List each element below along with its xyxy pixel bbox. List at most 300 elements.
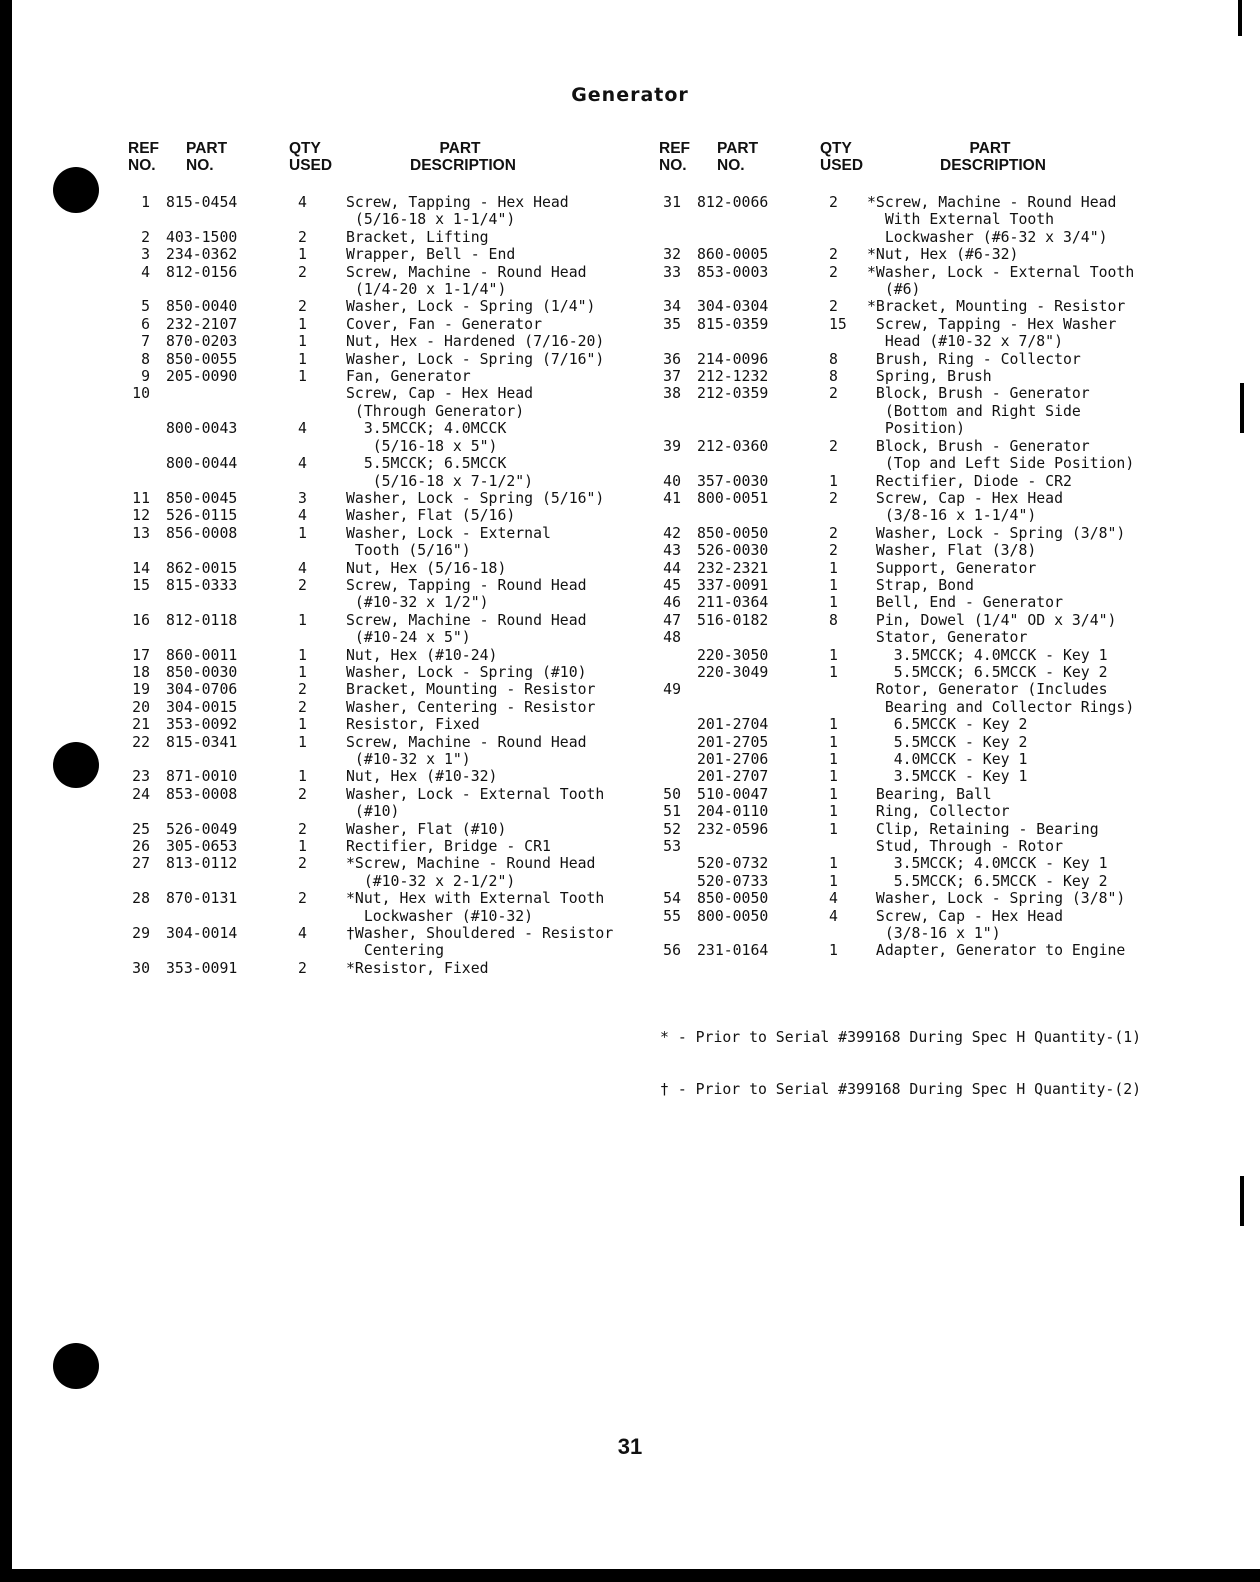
- ref-number: 55: [663, 907, 681, 925]
- binder-hole-bottom: [53, 1343, 99, 1389]
- table-row: [657, 838, 1134, 855]
- part-description: 5.5MCCK; 6.5MCCK - Key 2: [867, 872, 1108, 890]
- ref-number: 37: [663, 368, 681, 386]
- part-description: 5.5MCCK - Key 2: [867, 733, 1028, 751]
- part-number: 860-0005: [697, 246, 769, 264]
- part-number: 800-0044: [166, 455, 238, 473]
- table-row: [126, 681, 613, 698]
- ref-number: 52: [663, 820, 681, 838]
- part-description: Washer, Centering - Resistor: [346, 698, 596, 716]
- quantity-used: 1: [298, 716, 307, 734]
- part-number: 870-0203: [166, 333, 238, 351]
- quantity-used: 1: [298, 646, 307, 664]
- ref-number: 32: [663, 246, 681, 264]
- part-number: 800-0050: [697, 907, 769, 925]
- part-number: 520-0733: [697, 872, 769, 890]
- part-number: 212-1232: [697, 368, 769, 386]
- part-number: 232-2107: [166, 315, 238, 333]
- page-left-border: [0, 0, 12, 1582]
- part-description: *Nut, Hex (#6-32): [867, 246, 1019, 264]
- ref-number: 20: [132, 698, 150, 716]
- part-number: 853-0003: [697, 263, 769, 281]
- ref-number: 3: [141, 246, 150, 264]
- ref-number: 21: [132, 716, 150, 734]
- table-row: [126, 734, 613, 769]
- part-description: Washer, Lock - Spring (3/8"): [867, 890, 1126, 908]
- part-description: Bracket, Lifting: [346, 228, 489, 246]
- table-row: [657, 594, 1134, 611]
- ref-number: 46: [663, 594, 681, 612]
- part-number: 510-0047: [697, 785, 769, 803]
- ref-number: 47: [663, 611, 681, 629]
- quantity-used: 4: [298, 194, 307, 211]
- part-description: Nut, Hex (#10-32): [346, 768, 498, 786]
- ref-number: 38: [663, 385, 681, 403]
- part-number: 860-0011: [166, 646, 238, 664]
- part-description: Block, Brush - Generator (Top and Left Side Position): [875, 437, 1135, 473]
- quantity-used: 1: [829, 733, 838, 751]
- part-description: Support, Generator: [867, 559, 1037, 577]
- part-number: 815-0359: [697, 315, 769, 333]
- part-description: *Washer, Lock - External Tooth (#6): [867, 263, 1135, 299]
- ref-number: 39: [663, 437, 681, 455]
- quantity-used: 1: [298, 611, 307, 629]
- table-row: [126, 490, 613, 507]
- ref-number: 49: [663, 681, 681, 699]
- part-description: Cover, Fan - Generator: [346, 315, 542, 333]
- table-row: [126, 768, 613, 785]
- quantity-used: 8: [829, 368, 838, 386]
- table-row: [657, 855, 1134, 872]
- table-row: [657, 473, 1134, 490]
- table-row: [657, 803, 1134, 820]
- quantity-used: 1: [829, 594, 838, 612]
- table-row: [126, 298, 613, 315]
- quantity-used: 15: [829, 315, 847, 333]
- part-number: 201-2706: [697, 751, 769, 768]
- quantity-used: 1: [829, 576, 838, 594]
- part-number: 232-0596: [697, 820, 769, 838]
- ref-number: 43: [663, 542, 681, 560]
- table-header-right: [657, 138, 1134, 194]
- table-row: [126, 855, 613, 890]
- part-number: 204-0110: [697, 803, 769, 821]
- table-row: [657, 821, 1134, 838]
- part-description: Resistor, Fixed: [346, 716, 480, 734]
- page-bottom-border: [0, 1569, 1260, 1582]
- part-description: Washer, Lock - Spring (5/16"): [346, 489, 605, 507]
- part-number: 516-0182: [697, 611, 769, 629]
- quantity-used: 3: [298, 489, 307, 507]
- part-description: Spring, Brush: [867, 368, 992, 386]
- quantity-used: 1: [829, 751, 838, 768]
- part-number: 220-3049: [697, 663, 769, 681]
- part-description: 3.5MCCK; 4.0MCCK - Key 1: [867, 646, 1108, 664]
- ref-number: 31: [663, 194, 681, 211]
- table-row: [657, 908, 1134, 943]
- header-part: PART NO.: [186, 140, 228, 174]
- quantity-used: 1: [829, 663, 838, 681]
- ref-number: 12: [132, 507, 150, 525]
- part-description: Adapter, Generator to Engine: [867, 942, 1126, 960]
- quantity-used: 1: [829, 855, 838, 873]
- quantity-used: 1: [298, 333, 307, 351]
- part-description: Washer, Lock - External Tooth (#10): [346, 785, 605, 821]
- table-row: [657, 560, 1134, 577]
- table-row: [657, 577, 1134, 594]
- table-row: [126, 716, 613, 733]
- ref-number: 30: [132, 959, 150, 977]
- table-row: [657, 890, 1134, 907]
- quantity-used: 1: [298, 838, 307, 856]
- part-number: 871-0010: [166, 768, 238, 786]
- quantity-used: 1: [829, 942, 838, 960]
- part-description: Washer, Flat (3/8): [867, 542, 1037, 560]
- quantity-used: 2: [298, 698, 307, 716]
- table-row: [126, 699, 613, 716]
- quantity-used: 1: [298, 663, 307, 681]
- quantity-used: 1: [298, 350, 307, 368]
- table-row: [126, 229, 613, 246]
- table-row: [126, 368, 613, 385]
- binder-hole-top: [53, 167, 99, 213]
- rows-left: [126, 194, 613, 977]
- part-number: 232-2321: [697, 559, 769, 577]
- part-description: Washer, Lock - Spring (#10): [346, 663, 587, 681]
- part-number: 812-0118: [166, 611, 238, 629]
- table-row: [657, 768, 1134, 785]
- ref-number: 10: [132, 385, 150, 403]
- quantity-used: 2: [829, 246, 838, 264]
- quantity-used: 4: [298, 420, 307, 438]
- part-number: 800-0043: [166, 420, 238, 438]
- table-row: [657, 734, 1134, 751]
- table-row: [126, 525, 613, 560]
- quantity-used: 2: [829, 524, 838, 542]
- table-row: [126, 420, 613, 455]
- quantity-used: 2: [829, 298, 838, 316]
- part-description: *Screw, Machine - Round Head (#10-32 x 2-1/2"): [346, 855, 596, 890]
- part-description: Screw, Machine - Round Head (1/4-20 x 1-1/4"): [346, 263, 587, 299]
- edge-mark-lower: [1240, 1176, 1244, 1226]
- part-description: Stator, Generator: [867, 629, 1028, 647]
- part-number: 815-0333: [166, 576, 238, 594]
- part-description: Wrapper, Bell - End: [346, 246, 516, 264]
- ref-number: 13: [132, 524, 150, 542]
- quantity-used: 1: [298, 733, 307, 751]
- part-number: 870-0131: [166, 890, 238, 908]
- part-number: 526-0049: [166, 820, 238, 838]
- quantity-used: 8: [829, 350, 838, 368]
- part-description: Clip, Retaining - Bearing: [867, 820, 1099, 838]
- ref-number: 7: [141, 333, 150, 351]
- ref-number: 28: [132, 890, 150, 908]
- part-description: Nut, Hex (5/16-18): [346, 559, 507, 577]
- part-description: Nut, Hex - Hardened (7/16-20): [346, 333, 605, 351]
- quantity-used: 2: [298, 681, 307, 699]
- quantity-used: 2: [829, 489, 838, 507]
- quantity-used: 4: [298, 507, 307, 525]
- quantity-used: 4: [298, 559, 307, 577]
- part-number: 815-0454: [166, 194, 238, 211]
- quantity-used: 1: [829, 472, 838, 490]
- ref-number: 25: [132, 820, 150, 838]
- quantity-used: 2: [829, 385, 838, 403]
- table-row: [657, 786, 1134, 803]
- table-row: [126, 786, 613, 821]
- table-row: [126, 246, 613, 263]
- part-description: Screw, Machine - Round Head (#10-24 x 5"): [346, 611, 587, 647]
- part-description: Washer, Lock - Spring (3/8"): [867, 524, 1126, 542]
- part-number: 201-2705: [697, 733, 769, 751]
- part-number: 800-0051: [697, 489, 769, 507]
- header-ref: REF NO.: [659, 140, 690, 174]
- part-number: 850-0030: [166, 663, 238, 681]
- page-number: 31: [617, 1434, 643, 1459]
- part-number: 526-0115: [166, 507, 238, 525]
- edge-mark-middle: [1240, 383, 1244, 433]
- part-number: 212-0360: [697, 437, 769, 455]
- part-description: Strap, Bond: [867, 576, 974, 594]
- quantity-used: 4: [298, 455, 307, 473]
- table-row: [657, 647, 1134, 664]
- ref-number: 33: [663, 263, 681, 281]
- quantity-used: 1: [829, 820, 838, 838]
- ref-number: 53: [663, 838, 681, 856]
- part-description: Washer, Lock - Spring (7/16"): [346, 350, 605, 368]
- part-description: Screw, Tapping - Round Head (#10-32 x 1/2"): [346, 576, 587, 612]
- part-number: 812-0156: [166, 263, 238, 281]
- header-description: PART DESCRIPTION: [410, 140, 516, 174]
- table-header-left: [126, 138, 613, 194]
- part-number: 856-0008: [166, 524, 238, 542]
- table-row: [657, 368, 1134, 385]
- part-number: 214-0096: [697, 350, 769, 368]
- part-description: Screw, Cap - Hex Head (Through Generator): [346, 385, 534, 420]
- part-description: Rotor, Generator (Includes Bearing and Collector Rings): [875, 681, 1135, 716]
- footnote-dagger: † - Prior to Serial #399168 During Spec H Quantity-(2): [660, 1081, 1142, 1099]
- ref-number: 56: [663, 942, 681, 960]
- table-row: [657, 942, 1134, 959]
- part-description: Washer, Lock - Spring (1/4"): [346, 298, 596, 316]
- table-row: [657, 298, 1134, 315]
- quantity-used: 2: [298, 959, 307, 977]
- part-description: *Screw, Machine - Round Head With External Tooth Lockwasher (#6-32 x 3/4"): [867, 194, 1117, 246]
- ref-number: 54: [663, 890, 681, 908]
- part-description: 6.5MCCK - Key 2: [867, 716, 1028, 734]
- quantity-used: 1: [829, 646, 838, 664]
- table-row: [126, 612, 613, 647]
- part-number: 815-0341: [166, 733, 238, 751]
- table-row: [657, 525, 1134, 542]
- ref-number: 42: [663, 524, 681, 542]
- table-row: [126, 960, 613, 977]
- ref-number: 18: [132, 663, 150, 681]
- table-row: [126, 664, 613, 681]
- quantity-used: 1: [829, 716, 838, 734]
- ref-number: 51: [663, 803, 681, 821]
- part-number: 850-0055: [166, 350, 238, 368]
- quantity-used: 1: [298, 246, 307, 264]
- part-description: Washer, Flat (5/16): [346, 507, 516, 525]
- quantity-used: 4: [298, 925, 307, 943]
- header-description: PART DESCRIPTION: [940, 140, 1046, 174]
- table-row: [126, 351, 613, 368]
- quantity-used: 2: [298, 890, 307, 908]
- part-description: *Bracket, Mounting - Resistor: [867, 298, 1126, 316]
- rows-right: [657, 194, 1134, 960]
- ref-number: 23: [132, 768, 150, 786]
- ref-number: 41: [663, 489, 681, 507]
- ref-number: 11: [132, 489, 150, 507]
- part-number: 812-0066: [697, 194, 769, 211]
- ref-number: 35: [663, 315, 681, 333]
- parts-table-left: [126, 138, 613, 977]
- ref-number: 14: [132, 559, 150, 577]
- quantity-used: 4: [829, 907, 838, 925]
- part-number: 211-0364: [697, 594, 769, 612]
- table-row: [657, 438, 1134, 473]
- quantity-used: 2: [298, 298, 307, 316]
- quantity-used: 1: [298, 768, 307, 786]
- ref-number: 44: [663, 559, 681, 577]
- part-description: *Nut, Hex with External Tooth Lockwasher (#10-32): [346, 890, 605, 925]
- table-row: [657, 681, 1134, 716]
- ref-number: 9: [141, 368, 150, 386]
- part-description: Pin, Dowel (1/4" OD x 3/4"): [867, 611, 1117, 629]
- quantity-used: 1: [298, 315, 307, 333]
- part-number: 850-0040: [166, 298, 238, 316]
- ref-number: 29: [132, 925, 150, 943]
- quantity-used: 2: [298, 820, 307, 838]
- part-description: Bell, End - Generator: [867, 594, 1063, 612]
- quantity-used: 2: [298, 263, 307, 281]
- table-row: [126, 194, 613, 229]
- header-ref: REF NO.: [128, 140, 159, 174]
- part-description: Nut, Hex (#10-24): [346, 646, 498, 664]
- part-description: Rectifier, Bridge - CR1: [346, 838, 551, 856]
- part-description: Ring, Collector: [867, 803, 1010, 821]
- part-number: 231-0164: [697, 942, 769, 960]
- part-description: Brush, Ring - Collector: [867, 350, 1081, 368]
- ref-number: 15: [132, 576, 150, 594]
- ref-number: 2: [141, 228, 150, 246]
- table-row: [126, 507, 613, 524]
- edge-mark-top: [1238, 0, 1242, 36]
- quantity-used: 1: [298, 368, 307, 386]
- table-row: [126, 333, 613, 350]
- ref-number: 24: [132, 785, 150, 803]
- part-description: 5.5MCCK; 6.5MCCK - Key 2: [867, 663, 1108, 681]
- part-number: 850-0045: [166, 489, 238, 507]
- ref-number: 48: [663, 629, 681, 647]
- table-row: [657, 716, 1134, 733]
- quantity-used: 2: [829, 263, 838, 281]
- part-number: 305-0653: [166, 838, 238, 856]
- table-row: [657, 246, 1134, 263]
- part-number: 304-0014: [166, 925, 238, 943]
- ref-number: 5: [141, 298, 150, 316]
- quantity-used: 1: [829, 785, 838, 803]
- quantity-used: 1: [298, 524, 307, 542]
- table-row: [657, 612, 1134, 629]
- quantity-used: 2: [298, 785, 307, 803]
- part-description: 3.5MCCK - Key 1: [867, 768, 1028, 786]
- part-number: 205-0090: [166, 368, 238, 386]
- quantity-used: 4: [829, 890, 838, 908]
- table-row: [126, 925, 613, 960]
- header-qty: QTY USED: [820, 140, 864, 174]
- table-row: [657, 264, 1134, 299]
- part-number: 862-0015: [166, 559, 238, 577]
- table-row: [126, 838, 613, 855]
- part-description: 3.5MCCK; 4.0MCCK (5/16-18 x 5"): [363, 420, 507, 455]
- part-number: 220-3050: [697, 646, 769, 664]
- quantity-used: 2: [298, 576, 307, 594]
- part-description: Screw, Cap - Hex Head (3/8-16 x 1"): [875, 907, 1063, 943]
- part-description: Screw, Cap - Hex Head (3/8-16 x 1-1/4"): [875, 489, 1063, 525]
- part-number: 304-0015: [166, 698, 238, 716]
- part-description: Washer, Lock - External Tooth (5/16"): [346, 524, 551, 560]
- quantity-used: 1: [829, 872, 838, 890]
- table-row: [657, 751, 1134, 768]
- table-row: [126, 455, 613, 490]
- part-number: 813-0112: [166, 855, 238, 873]
- part-number: 234-0362: [166, 246, 238, 264]
- ref-number: 45: [663, 576, 681, 594]
- table-row: [126, 264, 613, 299]
- part-number: 201-2707: [697, 768, 769, 786]
- table-row: [657, 385, 1134, 437]
- part-number: 304-0304: [697, 298, 769, 316]
- part-number: 357-0030: [697, 472, 769, 490]
- ref-number: 6: [141, 315, 150, 333]
- part-description: *Resistor, Fixed: [346, 959, 489, 977]
- part-description: Screw, Tapping - Hex Head (5/16-18 x 1-1/4"): [346, 194, 569, 229]
- table-row: [126, 316, 613, 333]
- table-row: [657, 873, 1134, 890]
- ref-number: 16: [132, 611, 150, 629]
- part-description: Fan, Generator: [346, 368, 471, 386]
- part-number: 304-0706: [166, 681, 238, 699]
- ref-number: 4: [141, 263, 150, 281]
- part-description: Rectifier, Diode - CR2: [867, 472, 1072, 490]
- footnote-asterisk: * - Prior to Serial #399168 During Spec H Quantity-(1): [660, 1028, 1142, 1046]
- part-description: Block, Brush - Generator (Bottom and Right Side Position): [875, 385, 1090, 438]
- table-row: [126, 577, 613, 612]
- table-row: [657, 316, 1134, 351]
- part-description: 3.5MCCK; 4.0MCCK - Key 1: [867, 855, 1108, 873]
- ref-number: 19: [132, 681, 150, 699]
- ref-number: 40: [663, 472, 681, 490]
- ref-number: 36: [663, 350, 681, 368]
- page-title: Generator: [571, 84, 689, 106]
- header-part: PART NO.: [717, 140, 759, 174]
- part-description: Screw, Tapping - Hex Washer Head (#10-32 x 7/8"): [875, 315, 1117, 351]
- ref-number: 27: [132, 855, 150, 873]
- table-row: [657, 664, 1134, 681]
- part-number: 853-0008: [166, 785, 238, 803]
- parts-table-right: [657, 138, 1134, 960]
- part-number: 850-0050: [697, 524, 769, 542]
- ref-number: 22: [132, 733, 150, 751]
- part-number: 850-0050: [697, 890, 769, 908]
- table-row: [126, 890, 613, 925]
- quantity-used: 2: [829, 194, 838, 211]
- quantity-used: 2: [298, 855, 307, 873]
- quantity-used: 1: [829, 559, 838, 577]
- part-description: Bearing, Ball: [867, 785, 992, 803]
